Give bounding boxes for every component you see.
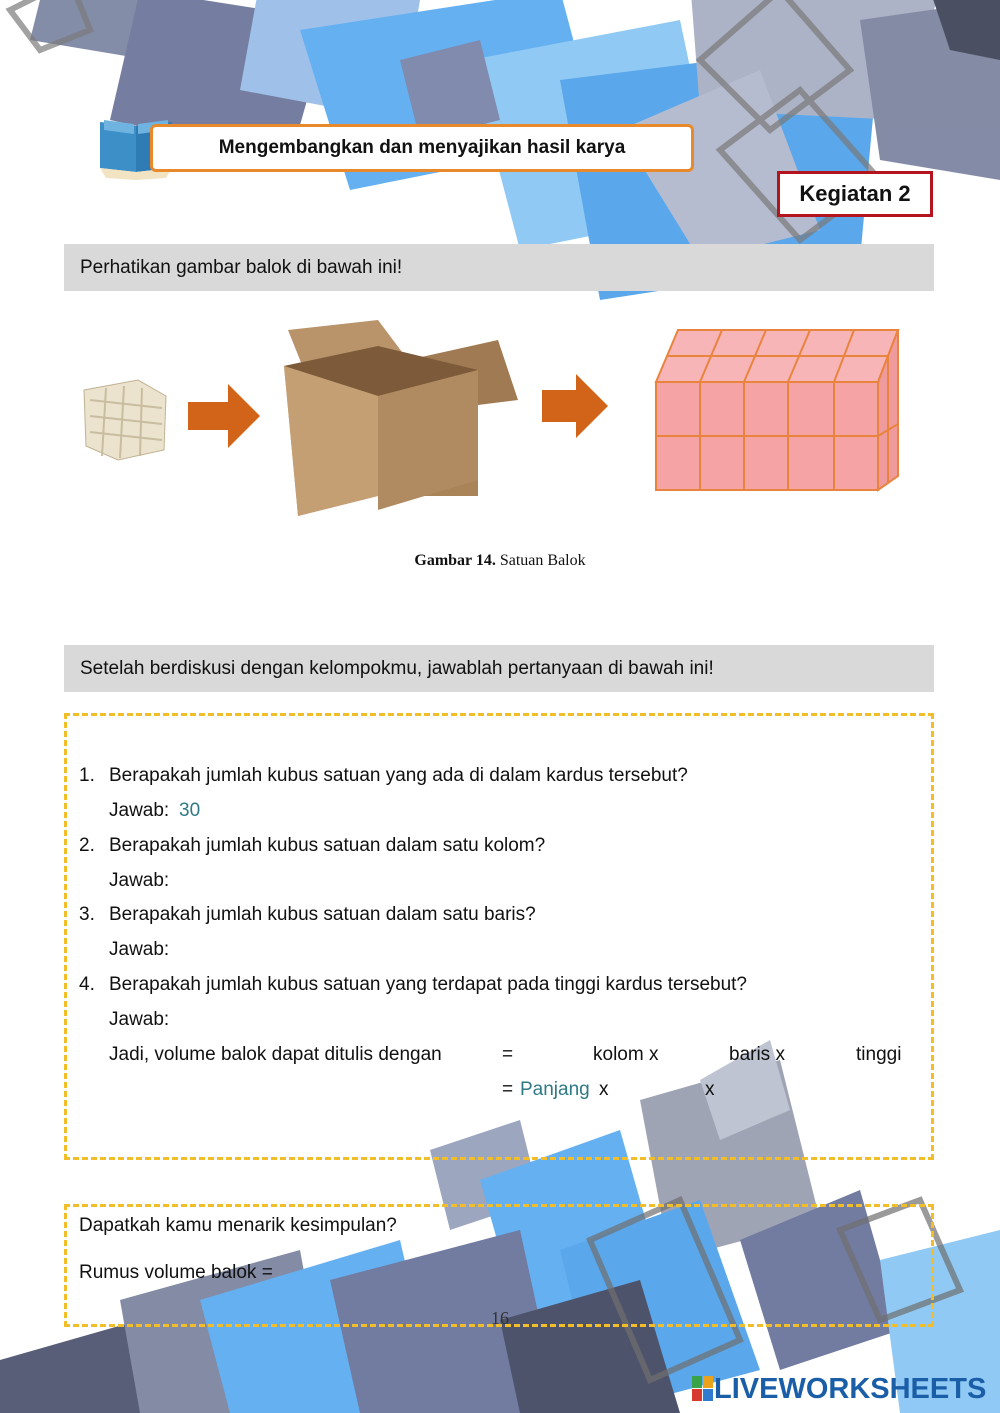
multiply-sign: x [599, 1079, 609, 1100]
balok-figure [78, 300, 922, 530]
page-number: 16 [491, 1308, 509, 1328]
question-instruction: Setelah berdiskusi dengan kelompokmu, jawablah pertanyaan di bawah ini! [64, 645, 934, 692]
formula-answer-field[interactable] [290, 1262, 890, 1286]
answer-field-3[interactable] [179, 939, 299, 961]
caption-label: Gambar 14. [414, 552, 496, 569]
liveworksheets-logo [692, 1372, 992, 1406]
answer-label: Jawab: [109, 870, 170, 891]
answer-label: Jawab: [109, 939, 170, 960]
question-number: 4. [79, 974, 95, 995]
activity-label: Kegiatan 2 [777, 171, 933, 217]
question-text: Berapakah jumlah kubus satuan yang terdapat pada tinggi kardus tersebut? [109, 974, 747, 995]
question-text: Berapakah jumlah kubus satuan dalam satu baris? [109, 904, 536, 925]
caption-text: Satuan Balok [499, 552, 586, 569]
brand-name: LIVEWORKSHEETS [714, 1372, 987, 1405]
logo-blocks-icon [692, 1376, 714, 1402]
answer-label: Jawab: [109, 1009, 170, 1030]
unit-cubes-balok-image [656, 330, 898, 490]
figure-caption [0, 552, 1000, 570]
answer-field-2[interactable] [179, 870, 299, 892]
volume-answer-field-1[interactable]: Panjang [520, 1079, 590, 1100]
question-text: Berapakah jumlah kubus satuan yang ada di dalam kardus tersebut? [109, 765, 688, 786]
equals-sign: = [502, 1044, 514, 1065]
arrow-right-icon [188, 384, 260, 448]
answer-label: Jawab: [109, 800, 170, 821]
conclusion-question: Dapatkah kamu menarik kesimpulan? [79, 1215, 397, 1236]
multiply-sign: x [705, 1079, 715, 1100]
question-text: Berapakah jumlah kubus satuan dalam satu kolom? [109, 835, 546, 856]
section-title: Mengembangkan dan menyajikan hasil karya [150, 124, 694, 172]
questions-box [64, 713, 934, 1160]
volume-term-tinggi: tinggi [856, 1044, 902, 1065]
formula-label: Rumus volume balok = [79, 1262, 273, 1283]
question-number: 2. [79, 835, 95, 856]
volume-term-kolom: kolom x [593, 1044, 659, 1065]
open-cardboard-box-image [284, 320, 518, 516]
volume-intro: Jadi, volume balok dapat ditulis dengan [109, 1044, 442, 1065]
volume-term-baris: baris x [729, 1044, 785, 1065]
question-number: 1. [79, 765, 95, 786]
equals-sign: = [502, 1079, 514, 1100]
intro-instruction: Perhatikan gambar balok di bawah ini! [64, 244, 934, 291]
arrow-right-icon [542, 374, 608, 438]
woven-basket-image [84, 380, 166, 460]
question-number: 3. [79, 904, 95, 925]
answer-field-1[interactable]: 30 [179, 800, 201, 821]
answer-field-4[interactable] [179, 1009, 299, 1031]
